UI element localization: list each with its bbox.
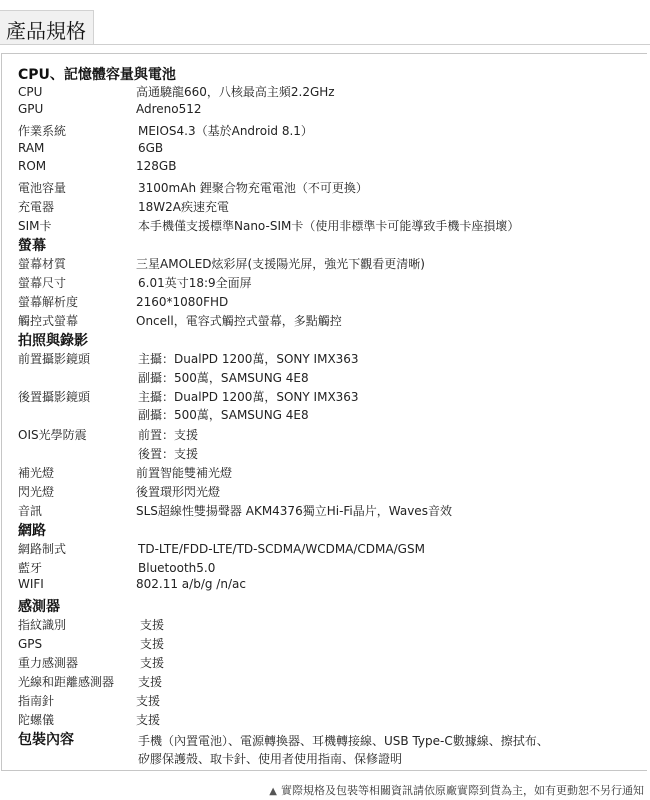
spec-label: 電池容量 [18,181,67,195]
spec-label: 螢幕材質 [18,257,67,271]
footer-disclaimer [269,782,644,798]
spec-value: 後置環形閃光燈 [136,485,221,499]
spec-value: Bluetooth5.0 [138,561,216,575]
section-cpu-memory-battery: CPU、記憶體容量與電池 [18,67,176,83]
spec-value-rear-camera-secondary: 副攝：500萬，SAMSUNG 4E8 [138,408,309,422]
section-network: 網路 [18,523,46,539]
spec-value: 支援 [136,713,161,727]
spec-label: 觸控式螢幕 [18,314,79,328]
spec-value: 6GB [138,141,164,155]
section-camera: 拍照與錄影 [18,333,88,349]
spec-value: 6.01英寸18:9全面屏 [138,276,252,290]
spec-label: SIM卡 [18,219,52,233]
spec-label: OIS光學防震 [18,428,87,442]
spec-label: 藍牙 [18,561,43,575]
spec-label: 指南針 [18,694,55,708]
spec-value: 18W2A疾速充電 [138,200,229,214]
spec-value: 前置：支援 [138,428,199,442]
spec-value: 三星AMOLED炫彩屏(支援陽光屏，強光下觀看更清晰) [136,257,425,271]
page-title: 產品規格 [6,19,86,43]
spec-label: 後置攝影鏡頭 [18,390,91,404]
spec-label: 充電器 [18,200,55,214]
spec-value: TD-LTE/FDD-LTE/TD-SCDMA/WCDMA/CDMA/GSM [138,542,425,556]
spec-value: 前置智能雙補光燈 [136,466,233,480]
spec-value: 支援 [138,675,163,689]
spec-value: 支援 [140,618,165,632]
spec-value: 主攝：DualPD 1200萬，SONY IMX363 [138,352,359,366]
section-sensors: 感測器 [18,599,60,615]
spec-value: 支援 [140,637,165,651]
spec-label: 指紋識別 [18,618,67,632]
spec-label: 音訊 [18,504,43,518]
page-title-tab [0,10,94,45]
footer-note: 實際規格及包裝等相關資訊請依原廠實際到貨為主，如有更動恕不另行通知 [281,784,644,797]
spec-label: ROM [18,159,47,173]
spec-label: 重力感測器 [18,656,79,670]
spec-label: CPU [18,85,43,99]
spec-value-front-camera-secondary: 副攝：500萬，SAMSUNG 4E8 [138,371,309,385]
spec-value: 2160*1080FHD [136,295,229,309]
spec-value: 高通驍龍660，八核最高主頻2.2GHz [136,85,335,99]
spec-label: GPS [18,637,43,651]
spec-panel [1,53,647,771]
spec-value-ois-rear: 後置：支援 [138,447,199,461]
title-divider [0,44,650,45]
spec-label: 補光燈 [18,466,55,480]
spec-label: 光線和距離感測器 [18,675,115,689]
spec-label: GPU [18,102,44,116]
triangle-up-icon: ▲ [269,786,277,797]
package-contents-line-2: 矽膠保護殼、取卡針、使用者使用指南、保修證明 [138,752,403,766]
spec-value: 支援 [136,694,161,708]
spec-label: 前置攝影鏡頭 [18,352,91,366]
spec-label: 網路制式 [18,542,67,556]
spec-value: SLS超線性雙揚聲器 AKM4376獨立Hi-Fi晶片，Waves音效 [136,504,452,518]
section-screen: 螢幕 [18,238,46,254]
spec-label: WIFI [18,577,44,591]
spec-value: 802.11 a/b/g /n/ac [136,577,246,591]
spec-value: Adreno512 [136,102,202,116]
spec-value: 本手機僅支援標準Nano-SIM卡（使用非標準卡可能導致手機卡座損壞） [138,219,520,233]
spec-label: 作業系統 [18,124,67,138]
package-contents-line-1: 手機（內置電池）、電源轉換器、耳機轉接線、USB Type-C數據線、擦拭布、 [138,734,549,748]
spec-value: MEIOS4.3（基於Android 8.1） [138,124,313,138]
spec-value: 主攝：DualPD 1200萬，SONY IMX363 [138,390,359,404]
spec-label: 螢幕解析度 [18,295,79,309]
spec-value: 支援 [140,656,165,670]
spec-label: 陀螺儀 [18,713,55,727]
spec-label: 閃光燈 [18,485,55,499]
spec-label: 螢幕尺寸 [18,276,67,290]
section-package-contents: 包裝內容 [18,732,74,748]
spec-value: Oncell，電容式觸控式螢幕，多點觸控 [136,314,342,328]
spec-label: RAM [18,141,45,155]
spec-value: 128GB [136,159,177,173]
spec-value: 3100mAh 鋰聚合物充電電池（不可更換） [138,181,368,195]
